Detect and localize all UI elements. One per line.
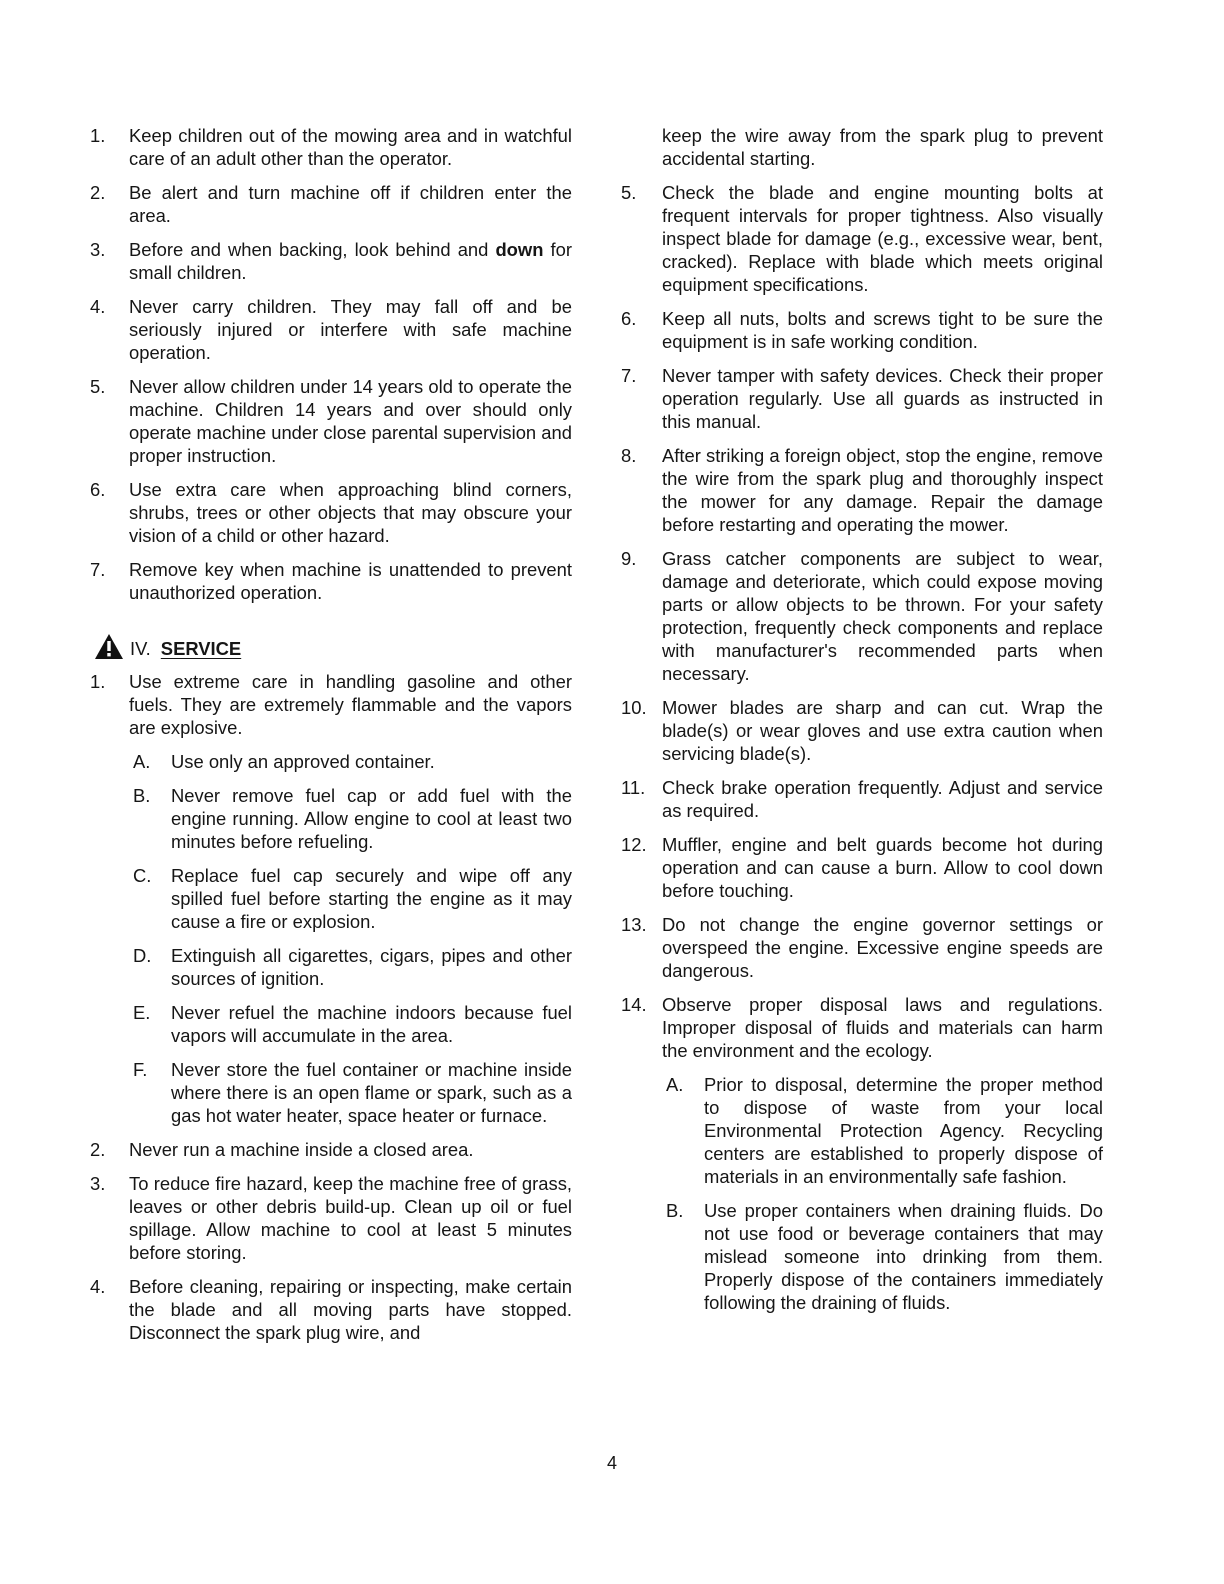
left-column: [90, 124, 572, 1355]
list-item: [90, 558, 572, 604]
page-number: 4: [606, 1453, 617, 1473]
item-text: Observe proper disposal laws and regulations. Improper disposal of fluids and materials can harm the environment and the ecology.: [662, 994, 1103, 1061]
item-text: Never allow children under 14 years old to operate the machine. Children 14 years and over should only operate machine under close parental supervision and proper instruction.: [129, 376, 572, 466]
item-number: 2.: [90, 1139, 106, 1160]
warning-triangle-icon: [94, 633, 124, 660]
list-item: [623, 696, 1103, 765]
section-title: SERVICE: [160, 638, 242, 659]
sub-item-text: Extinguish all cigarettes, cigars, pipes and other sources of ignition.: [171, 945, 572, 989]
item-number: 13.: [621, 914, 647, 935]
list-item: [623, 833, 1103, 902]
sub-item-letter: B.: [133, 785, 151, 806]
list-item: [623, 444, 1103, 536]
list-item: [90, 181, 572, 227]
list-item: [623, 364, 1103, 433]
list-item: [623, 307, 1103, 353]
sub-item-text: Prior to disposal, determine the proper method to dispose of waste from your local Environmental Protection Agency. Recycling centers are established to properly dispose of materials in an environmentally safe fashion.: [704, 1074, 1103, 1187]
section-number: IV.: [130, 638, 151, 659]
list-item: [90, 1275, 572, 1344]
item-number: 6.: [90, 479, 106, 500]
list-item: [90, 670, 572, 1127]
item-number: 10.: [621, 697, 647, 718]
item-text: for small children.: [129, 239, 572, 283]
item-text: Check brake operation frequently. Adjust and service as required.: [662, 777, 1103, 821]
item-number: 14.: [621, 994, 647, 1015]
sub-list-item: [129, 944, 572, 990]
service-list-left: [90, 670, 572, 1344]
sub-list-item: [129, 864, 572, 933]
item-number: 4.: [90, 1276, 106, 1297]
sub-item-text: Never remove fuel cap or add fuel with the engine running. Allow engine to cool at least two minutes before refueling.: [171, 785, 572, 852]
sub-list-item: [129, 750, 572, 773]
list-item: [623, 993, 1103, 1314]
item-text: Check the blade and engine mounting bolts at frequent intervals for proper tightness. Also visually inspect blade for damage (e.g., excessive wear, bent, cracked). Replace with blade which meets original equipment specifications.: [662, 182, 1103, 295]
item-number: 3.: [90, 239, 106, 260]
sub-item-letter: C.: [133, 865, 152, 886]
item-number: 4.: [90, 296, 106, 317]
item-number: 3.: [90, 1173, 106, 1194]
item-text: Mower blades are sharp and can cut. Wrap the blade(s) or wear gloves and use extra caution when servicing blade(s).: [662, 697, 1103, 764]
sub-list-item: [129, 1058, 572, 1127]
item-text: Before and when backing, look behind and: [129, 239, 496, 260]
item-text: Use extreme care in handling gasoline and other fuels. They are extremely flammable and the vapors are explosive.: [129, 671, 572, 738]
children-safety-list: [90, 124, 572, 604]
sub-list-item: [662, 1073, 1103, 1188]
item-number: 1.: [90, 125, 106, 146]
item-text: Never tamper with safety devices. Check their proper operation regularly. Use all guards as instructed in this manual.: [662, 365, 1103, 432]
sub-list: [662, 1073, 1103, 1314]
section-heading: [94, 628, 572, 660]
sub-list-item: [129, 1001, 572, 1047]
sub-item-letter: B.: [666, 1200, 684, 1221]
sub-item-text: Use only an approved container.: [171, 751, 435, 772]
item-number: 6.: [621, 308, 637, 329]
item-number: 9.: [621, 548, 637, 569]
sub-item-text: Never refuel the machine indoors because fuel vapors will accumulate in the area.: [171, 1002, 572, 1046]
list-item: [90, 295, 572, 364]
sub-item-letter: A.: [666, 1074, 684, 1095]
sub-item-letter: D.: [133, 945, 152, 966]
item-text: Use extra care when approaching blind corners, shrubs, trees or other objects that may obscure your vision of a child or other hazard.: [129, 479, 572, 546]
item-text: After striking a foreign object, stop the engine, remove the wire from the spark plug and thoroughly inspect the mower for any damage. Repair the damage before restarting and operating the mower.: [662, 445, 1103, 535]
item-number: 1.: [90, 671, 106, 692]
list-item: [90, 1172, 572, 1264]
sub-item-text: Replace fuel cap securely and wipe off any spilled fuel before starting the engine as it may cause a fire or explosion.: [171, 865, 572, 932]
sub-item-letter: F.: [133, 1059, 148, 1080]
item-4-continuation: keep the wire away from the spark plug to prevent accidental starting.: [662, 125, 1103, 169]
service-list-right: [623, 181, 1103, 1314]
item-text: To reduce fire hazard, keep the machine free of grass, leaves or other debris build-up. Clean up oil or fuel spillage. Allow machine to cool at least 5 minutes before storing.: [129, 1173, 572, 1263]
list-item: [623, 181, 1103, 296]
item-number: 8.: [621, 445, 637, 466]
item-number: 11.: [621, 777, 646, 798]
list-item: [90, 124, 572, 170]
right-column: [623, 124, 1103, 1325]
list-item: [623, 547, 1103, 685]
item-text: Remove key when machine is unattended to prevent unauthorized operation.: [129, 559, 572, 603]
list-item: [623, 776, 1103, 822]
item-text: Do not change the engine governor settings or overspeed the engine. Excessive engine speeds are dangerous.: [662, 914, 1103, 981]
item-text: Be alert and turn machine off if children enter the area.: [129, 182, 572, 226]
sub-item-text: Use proper containers when draining fluids. Do not use food or beverage containers that may mislead someone into drinking from them. Properly dispose of the containers immediately following the draining of fluids.: [704, 1200, 1103, 1313]
item-text: Grass catcher components are subject to wear, damage and deteriorate, which could expose moving parts or allow objects to be thrown. For your safety protection, frequently check components and replace with manufacturer's recommended parts when necessary.: [662, 548, 1103, 684]
item-text: Muffler, engine and belt guards become hot during operation and can cause a burn. Allow to cool down before touching.: [662, 834, 1103, 901]
item-number: 5.: [90, 376, 106, 397]
sub-item-text: Never store the fuel container or machine inside where there is an open flame or spark, such as a gas hot water heater, space heater or furnace.: [171, 1059, 572, 1126]
item-number: 7.: [621, 365, 637, 386]
item-text: Never run a machine inside a closed area.: [129, 1139, 474, 1160]
item-text: Never carry children. They may fall off and be seriously injured or interfere with safe machine operation.: [129, 296, 572, 363]
list-item: [90, 1138, 572, 1161]
sub-list-item: [662, 1199, 1103, 1314]
sub-list-item: [129, 784, 572, 853]
sub-item-letter: A.: [133, 751, 151, 772]
item-number: 12.: [621, 834, 647, 855]
list-item: [90, 375, 572, 467]
item-text: Keep children out of the mowing area and in watchful care of an adult other than the operator.: [129, 125, 572, 169]
item-number: 7.: [90, 559, 106, 580]
list-item: [90, 238, 572, 284]
list-item: [90, 478, 572, 547]
item-text: Keep all nuts, bolts and screws tight to be sure the equipment is in safe working condition.: [662, 308, 1103, 352]
item-text-bold: down: [495, 239, 544, 260]
item-text: Before cleaning, repairing or inspecting, make certain the blade and all moving parts have stopped. Disconnect the spark plug wire, and: [129, 1276, 572, 1343]
item-number: 5.: [621, 182, 637, 203]
sub-item-letter: E.: [133, 1002, 151, 1023]
sub-list: [129, 750, 572, 1127]
item-number: 2.: [90, 182, 106, 203]
list-item: [623, 913, 1103, 982]
